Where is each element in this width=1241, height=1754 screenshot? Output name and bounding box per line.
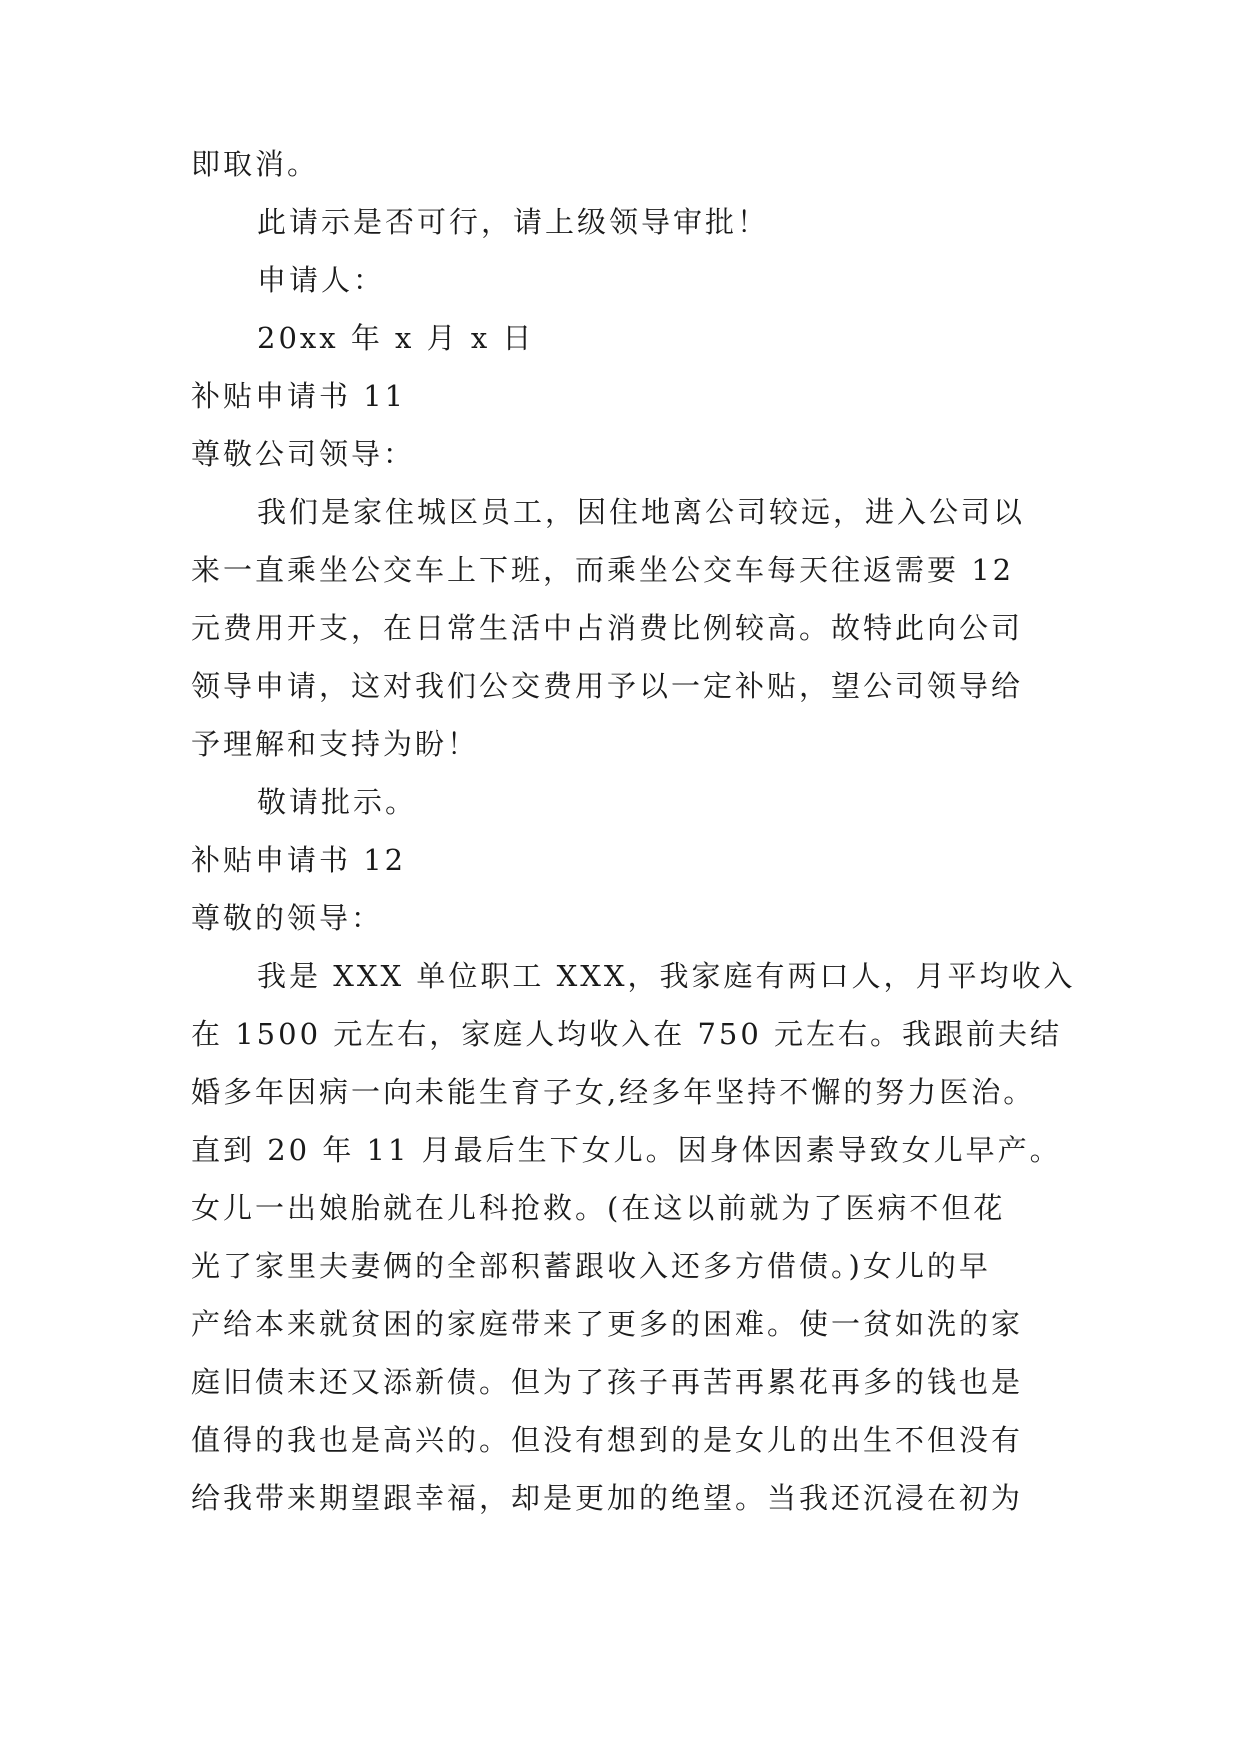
text-line: 我是 XXX 单位职工 XXX，我家庭有两口人，月平均收入 [257,959,1076,993]
text-line: 元费用开支，在日常生活中占消费比例较高。故特此向公司 [191,611,1024,645]
text-line: 申请人： [257,263,386,297]
text-line: 女儿一出娘胎就在儿科抢救。(在这以前就为了医病不但花 [191,1191,1006,1225]
text-line: 直到 20 年 11 月最后生下女儿。因身体因素导致女儿早产。 [191,1133,1062,1167]
text-line: 此请示是否可行，请上级领导审批！ [257,205,770,239]
text-line: 庭旧债末还又添新债。但为了孩子再苦再累花再多的钱也是 [191,1365,1024,1399]
text-line: 给我带来期望跟幸福，却是更加的绝望。当我还沉浸在初为 [191,1481,1024,1515]
text-line: 予理解和支持为盼！ [191,727,480,761]
text-line: 来一直乘坐公交车上下班，而乘坐公交车每天往返需要 12 [191,553,1015,587]
text-line: 婚多年因病一向未能生育子女,经多年坚持不懈的努力医治。 [191,1075,1036,1109]
salutation: 尊敬公司领导： [191,437,416,471]
section-title: 补贴申请书 11 [191,379,407,413]
text-line: 光了家里夫妻俩的全部积蓄跟收入还多方借债。)女儿的早 [191,1249,991,1283]
text-line: 敬请批示。 [257,785,418,819]
salutation: 尊敬的领导： [191,901,384,935]
text-line: 产给本来就贫困的家庭带来了更多的困难。使一贫如洗的家 [191,1307,1024,1341]
section-title: 补贴申请书 12 [191,843,407,877]
text-line: 即取消。 [191,147,320,181]
text-line: 值得的我也是高兴的。但没有想到的是女儿的出生不但没有 [191,1423,1024,1457]
text-line: 领导申请，这对我们公交费用予以一定补贴，望公司领导给 [191,669,1024,703]
text-line: 我们是家住城区员工，因住地离公司较远，进入公司以 [257,495,1026,529]
date-line: 20xx 年 x 月 x 日 [257,321,535,355]
text-line: 在 1500 元左右，家庭人均收入在 750 元左右。我跟前夫结 [191,1017,1063,1051]
